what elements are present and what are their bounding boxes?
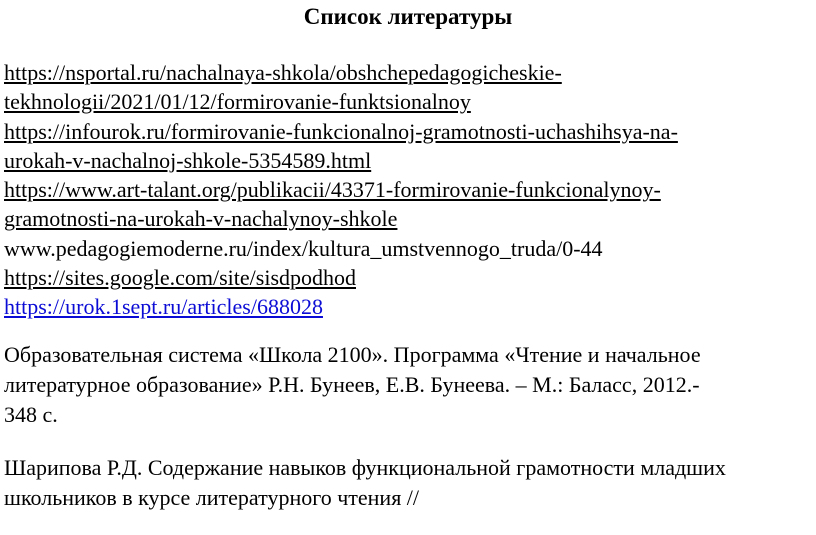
book-reference-school-2100 bbox=[4, 340, 812, 430]
book-reference-sharipova bbox=[4, 453, 812, 513]
book-2-line-1: Шарипова Р.Д. Содержание навыков функциональной грамотности младших bbox=[4, 455, 726, 480]
book-2-line-2: школьников в курсе литературного чтения // bbox=[4, 485, 420, 510]
link-art-talant-line-2[interactable]: gramotnosti-na-urokah-v-nachalynoy-shkole bbox=[4, 206, 398, 232]
text-pedagogiemoderne: www.pedagogiemoderne.ru/index/kultura_umstvennogo_truda/0-44 bbox=[4, 235, 603, 261]
reference-links bbox=[4, 58, 812, 322]
book-1-line-3: 348 с. bbox=[4, 402, 58, 427]
link-infourok-line-2[interactable]: urokah-v-nachalnoj-shkole-5354589.html bbox=[4, 147, 372, 173]
page-title: Список литературы bbox=[303, 4, 513, 29]
book-1-line-1: Образовательная система «Школа 2100». Программа «Чтение и начальное bbox=[4, 342, 701, 367]
link-urok-1sept[interactable]: https://urok.1sept.ru/articles/688028 bbox=[4, 294, 323, 320]
link-nsportal-line-1[interactable]: https://nsportal.ru/nachalnaya-shkola/obshchepedagogicheskie- bbox=[4, 60, 562, 85]
link-sites-google[interactable]: https://sites.google.com/site/sisdpodhod bbox=[4, 265, 356, 291]
link-nsportal-line-2[interactable]: tekhnologii/2021/01/12/formirovanie-funktsionalnoy bbox=[4, 89, 471, 115]
link-art-talant-line-1[interactable]: https://www.art-talant.org/publikacii/43371-formirovanie-funkcionalynoy- bbox=[4, 177, 661, 203]
link-infourok-line-1[interactable]: https://infourok.ru/formirovanie-funkcionalnoj-gramotnosti-uchashihsya-na- bbox=[4, 118, 678, 144]
book-1-line-2: литературное образование» Р.Н. Бунеев, Е.В. Бунеева. – М.: Баласс, 2012.- bbox=[4, 372, 700, 397]
